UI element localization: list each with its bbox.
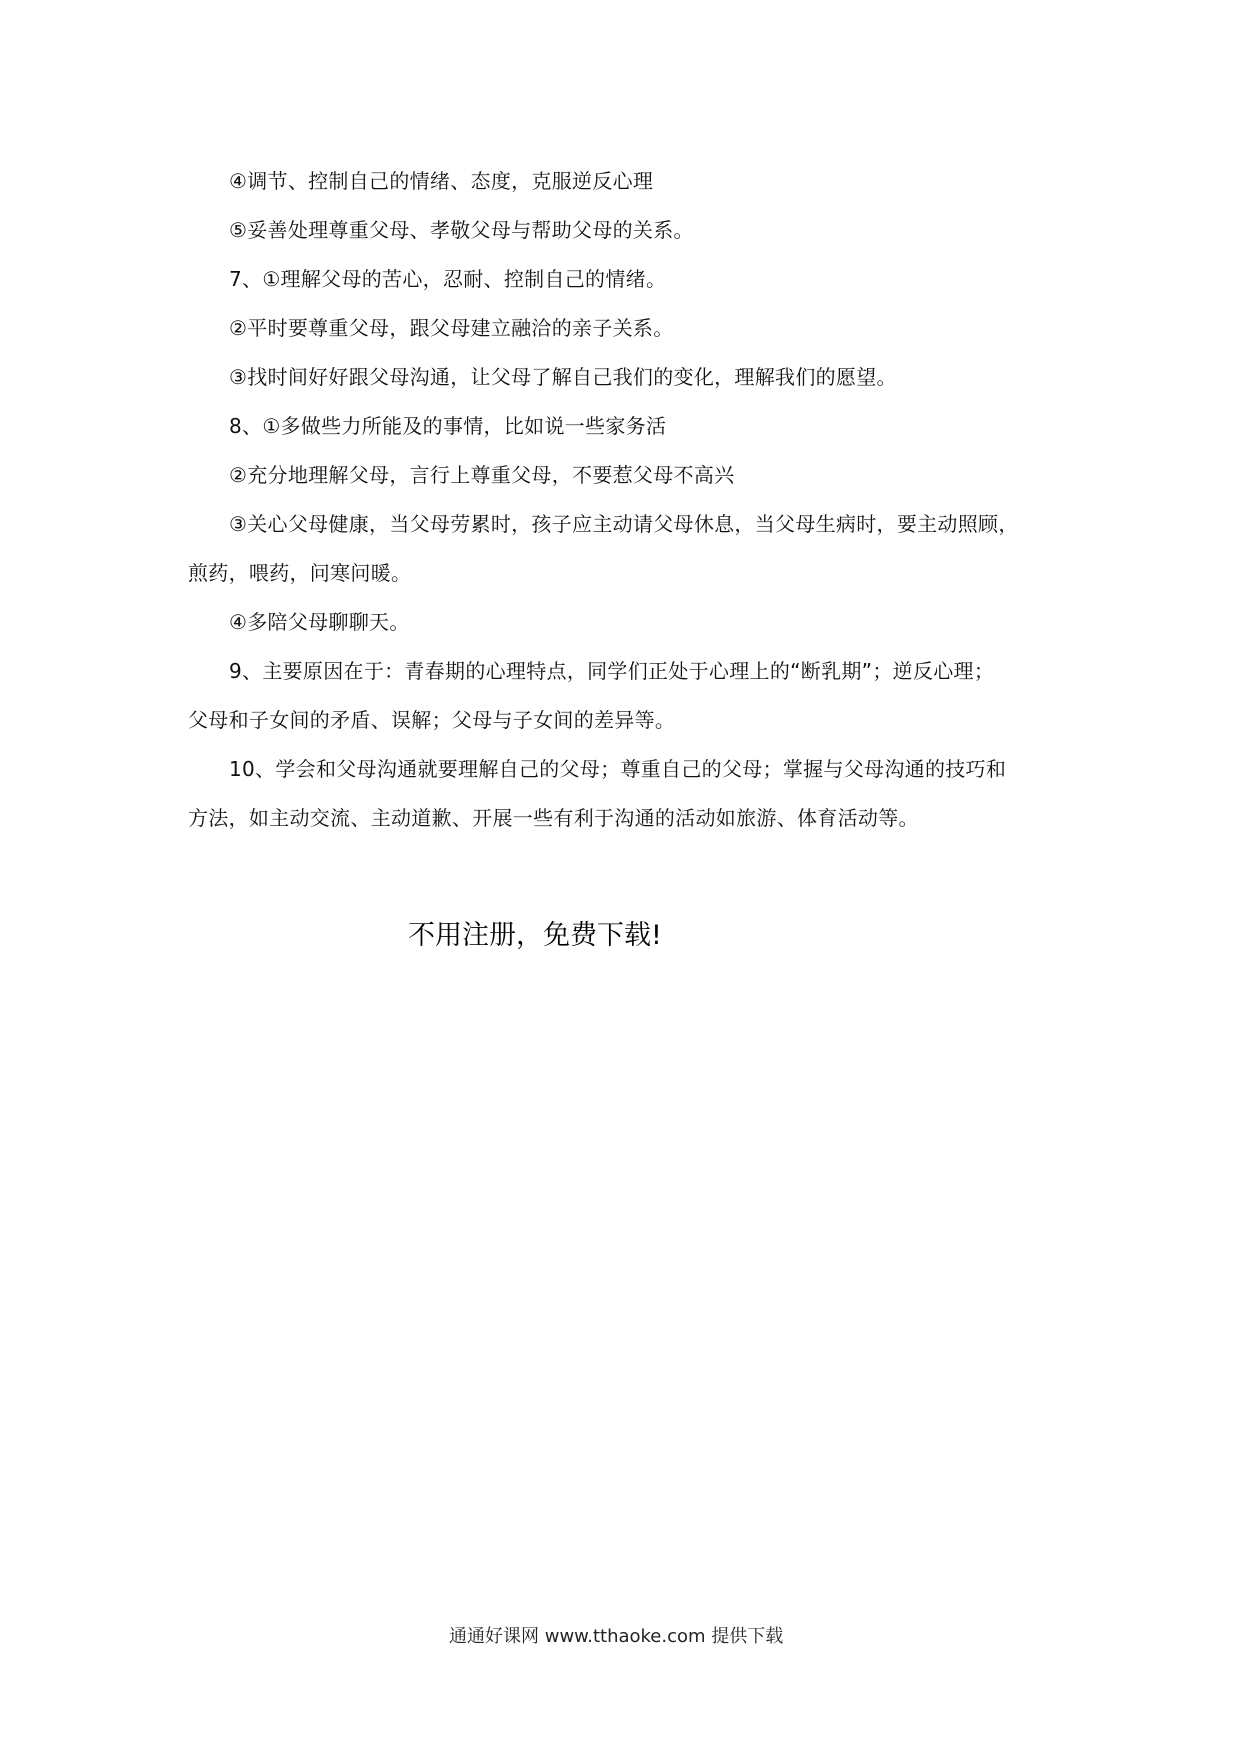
- promo-text: 不用注册，免费下载!: [408, 920, 662, 951]
- answer-line: ②充分地理解父母，言行上尊重父母，不要惹父母不高兴: [229, 463, 735, 487]
- answer-line-continuation: 煎药，喂药，问寒问暖。: [188, 561, 412, 585]
- answer-line: ⑤妥善处理尊重父母、孝敬父母与帮助父母的关系。: [229, 218, 694, 242]
- answer-line: ③找时间好好跟父母沟通，让父母了解自己我们的变化，理解我们的愿望。: [229, 365, 897, 389]
- answer-line: 8、①多做些力所能及的事情，比如说一些家务活: [229, 414, 667, 438]
- answer-line: 7、①理解父母的苦心，忍耐、控制自己的情绪。: [229, 267, 667, 291]
- answer-line: ②平时要尊重父母，跟父母建立融洽的亲子关系。: [229, 316, 674, 340]
- answer-line-continuation: 方法，如主动交流、主动道歉、开展一些有利于沟通的活动如旅游、体育活动等。: [188, 806, 919, 830]
- answer-line: ④调节、控制自己的情绪、态度，克服逆反心理: [229, 169, 654, 193]
- answer-line: ④多陪父母聊聊天。: [229, 610, 410, 634]
- answer-line: 9、主要原因在于：青春期的心理特点，同学们正处于心理上的“断乳期”；逆反心理；: [229, 659, 995, 683]
- answer-text-block: [188, 157, 1064, 843]
- answer-line: ③关心父母健康，当父母劳累时，孩子应主动请父母休息，当父母生病时，要主动照顾，: [229, 512, 1019, 536]
- answer-line: 10、学会和父母沟通就要理解自己的父母；尊重自己的父母；掌握与父母沟通的技巧和: [229, 757, 1007, 781]
- footer-source: 通通好课网 www.tthaoke.com 提供下载: [449, 1626, 784, 1647]
- answer-line-continuation: 父母和子女间的矛盾、误解；父母与子女间的差异等。: [188, 708, 676, 732]
